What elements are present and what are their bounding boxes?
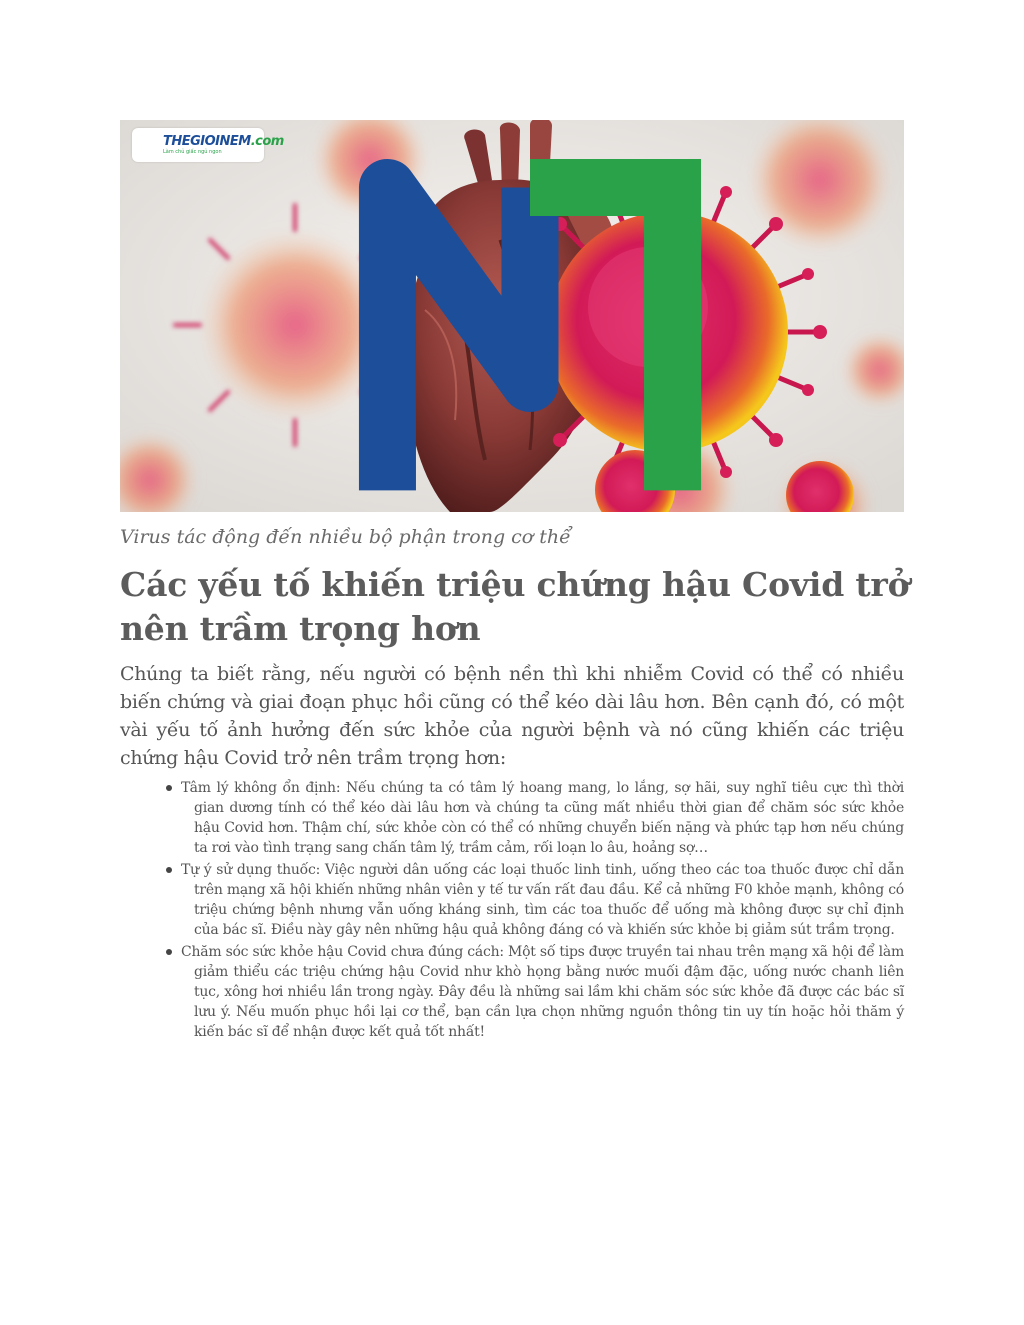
intro-paragraph: Chúng ta biết rằng, nếu người có bệnh nền thì khi nhiễm Covid có thể có nhiều biến chứng và giai đoạn phục hồi cũng có thể kéo dài lâu hơn. Bên cạnh đó, có một vài yếu tố ảnh hưởng đến sức khỏe của người bệnh và nó cũng khiến các triệu chứng hậu Covid trở nên trầm trọng hơn:	[120, 663, 904, 769]
list-item: Chăm sóc sức khỏe hậu Covid chưa đúng cách: Một số tips được truyền tai nhau trên mạng xã hội để làm giảm thiểu các triệu chứng hậu Covid như khò họng bằng nước muối đậm đặc, uống nước chanh liên tục, xông hơi nhiều lần trong ngày. Đây đều là những sai lầm khi chăm sóc sức khỏe đã được các bác sĩ lưu ý. Nếu muốn phục hồi lại cơ thể, bạn cần lựa chọn những nguồn thông tin uy tín hoặc hỏi thăm ý kiến bác sĩ để nhận được kết quả tốt nhất!	[194, 942, 904, 1042]
list-item: Tự ý sử dụng thuốc: Việc người dân uống các loại thuốc linh tinh, uống theo các toa thuốc được chỉ dẫn trên mạng xã hội khiến những nhân viên y tế tư vấn rất đau đầu. Kể cả những F0 khỏe mạnh, không có triệu chứng bệnh nhưng vẫn uống kháng sinh, tìm các toa thuốc để uống mà không được sự chỉ định của bác sĩ. Điều này gây nên những hậu quả không đáng có và khiến sức khỏe bị giảm sút trầm trọng.	[194, 860, 904, 940]
logo-mark-icon	[138, 134, 158, 156]
image-caption: Virus tác động đến nhiều bộ phận trong cơ thể	[120, 526, 571, 548]
factor-list	[120, 778, 904, 1044]
list-item: Tâm lý không ổn định: Nếu chúng ta có tâm lý hoang mang, lo lắng, sợ hãi, suy nghĩ tiêu cực thì thời gian dương tính có thể kéo dài lâu hơn và chúng ta cũng mất nhiều thời gian để chăm sóc sức khỏe hậu Covid hơn. Thậm chí, sức khỏe còn có thể có những chuyển biến nặng và phức tạp hơn nếu chúng ta rơi vào tình trạng sang chấn tâm lý, trầm cảm, rối loạn lo âu, hoảng sợ…	[194, 778, 904, 858]
hero-image	[120, 120, 904, 512]
logo-text: THEGIOINEM.com	[163, 134, 284, 149]
logo-tagline: Làm chủ giấc ngủ ngon	[163, 149, 222, 155]
bullet-icon	[166, 867, 172, 873]
bullet-icon	[166, 785, 172, 791]
section-heading: Các yếu tố khiến triệu chứng hậu Covid trở nên trầm trọng hơn	[120, 565, 910, 648]
bullet-icon	[166, 949, 172, 955]
brand-logo	[132, 128, 284, 162]
